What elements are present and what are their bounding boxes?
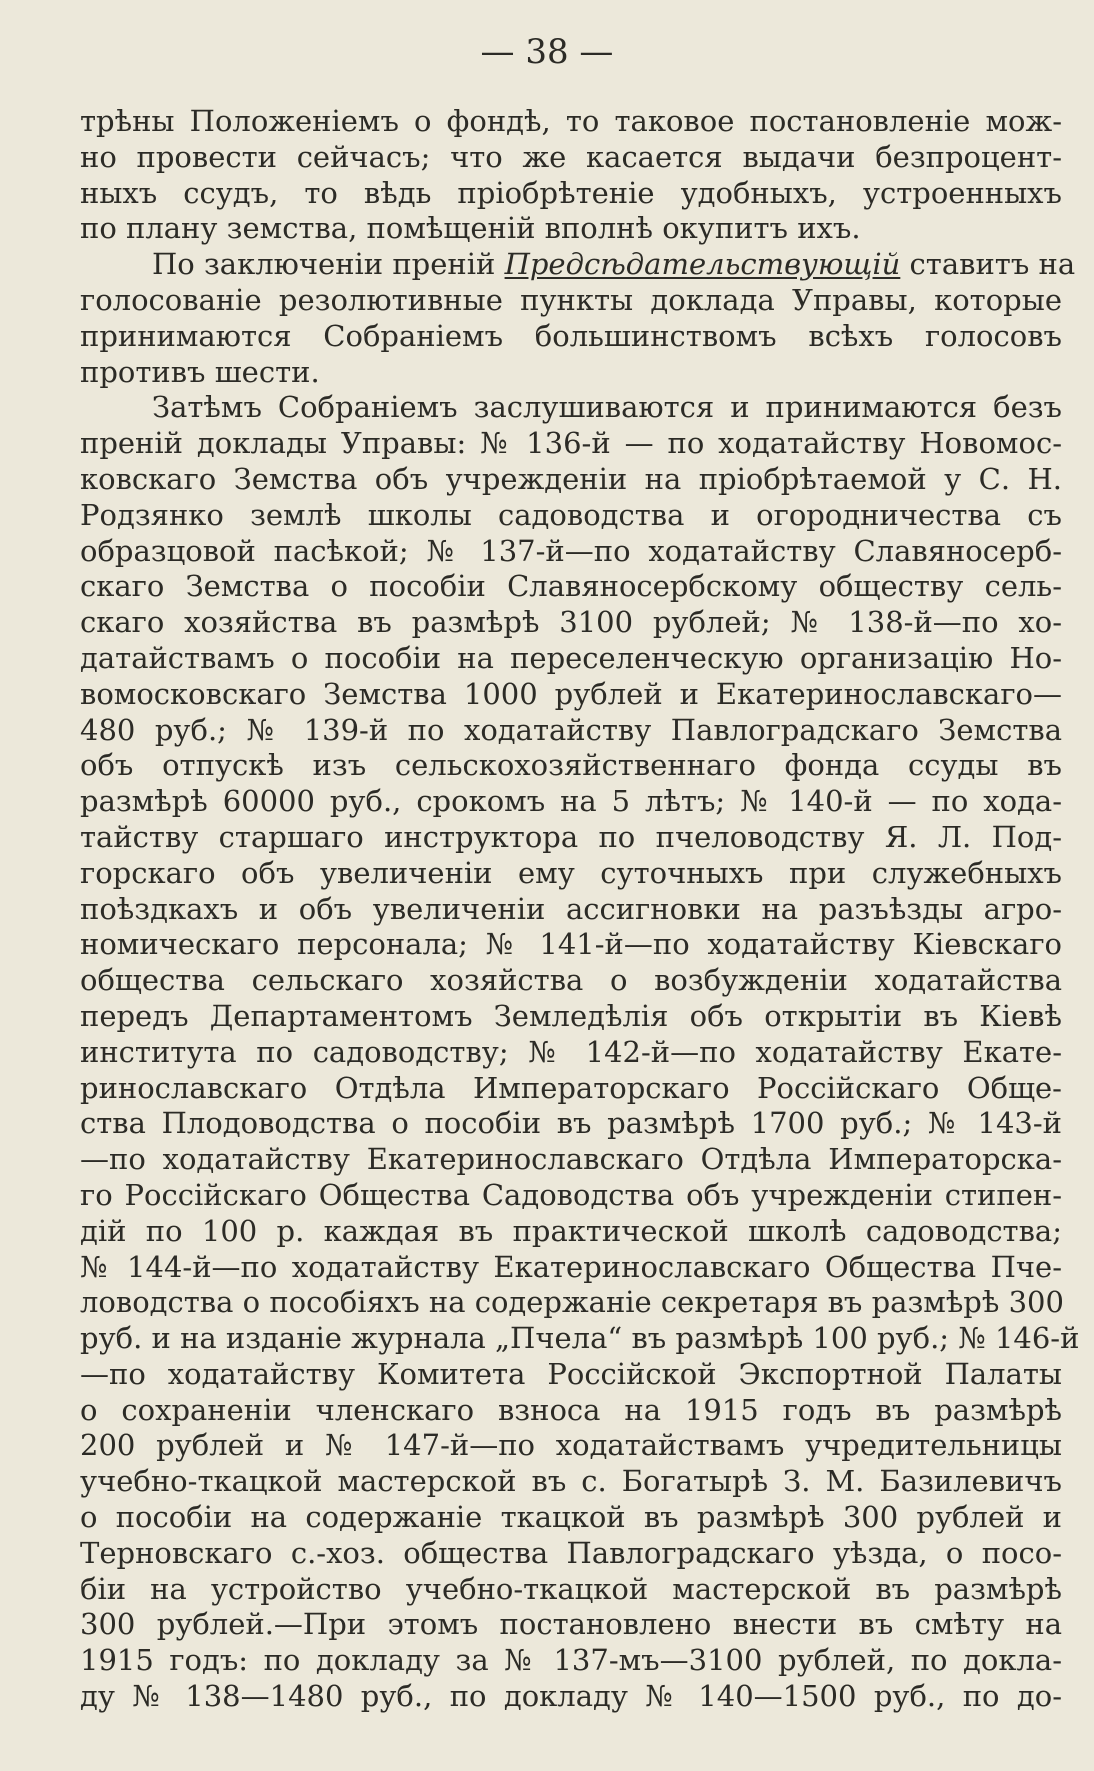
text-line: трѣны Положеніемъ о фондѣ, то таковое постановленіе мож- (80, 104, 1062, 138)
text-line: но провести сейчасъ; что же касается выдачи безпроцент- (80, 139, 1062, 174)
text-line: вомосковскаго Земства 1000 рублей и Екатеринославскаго— (80, 676, 1062, 711)
text-line: —по ходатайству Комитета Россійской Экспортной Палаты (80, 1356, 1062, 1391)
text-line: ныхъ ссудъ, то вѣдь пріобрѣтеніе удобныхъ, устроенныхъ (80, 175, 1062, 210)
text-line: преній доклады Управы: № 136-й — по ходатайству Новомос- (80, 426, 1062, 461)
text-line: объ отпускѣ изъ сельскохозяйственнаго фонда ссуды въ (80, 748, 1062, 783)
text-line: ловодства о пособіяхъ на содержаніе секретаря въ размѣрѣ 300 (80, 1285, 1064, 1320)
line-prefix: По заключеніи преній (152, 247, 496, 282)
text-line: по плану земства, помѣщеній вполнѣ окупитъ ихъ. (80, 211, 861, 246)
text-line: Терновскаго с.-хоз. общества Павлоградскаго уѣзда, о посо- (80, 1535, 1062, 1570)
text-line: тайству старшаго инструктора по пчеловодству Я. Л. Под- (80, 819, 1062, 854)
text-line: 200 рублей и № 147-й—по ходатайствамъ учредительницы (80, 1428, 1062, 1463)
body-text (80, 104, 1080, 1715)
text-line: ства Плодоводства о пособіи въ размѣрѣ 1700 руб.; № 143-й (80, 1106, 1062, 1141)
text-line: института по садоводству; № 142-й—по ходатайству Екате- (80, 1034, 1062, 1069)
text-line: 300 рублей.—При этомъ постановлено внести въ смѣту на (80, 1607, 1062, 1642)
text-line: 1915 годъ: по докладу за № 137-мъ—3100 рублей, по докла- (80, 1643, 1062, 1678)
text-line: образцовой пасѣкой; № 137-й—по ходатайству Славяносерб- (80, 533, 1062, 568)
page-number: — 38 — (480, 32, 614, 72)
text-line: Затѣмъ Собраніемъ заслушиваются и принимаются безъ (152, 390, 1062, 425)
text-line: противъ шести. (80, 354, 320, 389)
text-line: скаго хозяйства въ размѣрѣ 3100 рублей; № 138-й—по хо- (80, 605, 1062, 640)
text-line: размѣрѣ 60000 руб., срокомъ на 5 лѣтъ; № 140-й — по хода- (80, 784, 1062, 819)
text-line: передъ Департаментомъ Земледѣлія объ открытіи въ Кіевѣ (80, 998, 1062, 1033)
text-line: принимаются Собраніемъ большинствомъ всѣхъ голосовъ (80, 318, 1062, 353)
text-line: № 144-й—по ходатайству Екатеринославскаго Общества Пче- (80, 1249, 1062, 1284)
text-line: учебно-ткацкой мастерской въ с. Богатырѣ З. М. Базилевичъ (80, 1464, 1062, 1499)
text-line-with-italic (80, 247, 1076, 283)
text-line: горскаго объ увеличеніи ему суточныхъ при служебныхъ (80, 855, 1062, 890)
text-line: скаго Земства о пособіи Славяносербскому обществу сель- (80, 569, 1062, 604)
text-line: о пособіи на содержаніе ткацкой въ размѣрѣ 300 рублей и (80, 1500, 1062, 1535)
text-line: ринославскаго Отдѣла Императорскаго Россійскаго Обще- (80, 1070, 1062, 1105)
text-line: датайствамъ о пособіи на переселенческую организацію Но- (80, 640, 1062, 675)
text-line: ковскаго Земства объ учрежденіи на пріобрѣтаемой у С. Н. (80, 461, 1062, 496)
text-line: 480 руб.; № 139-й по ходатайству Павлоградскаго Земства (80, 712, 1062, 747)
text-line: Родзянко землѣ школы садоводства и огородничества съ (80, 497, 1062, 532)
text-line: ду № 138—1480 руб., по докладу № 140—1500 руб., по до- (80, 1679, 1062, 1714)
text-line: голосованіе резолютивные пункты доклада Управы, которые (80, 282, 1062, 317)
text-line: о сохраненіи членскаго взноса на 1915 годъ въ размѣрѣ (80, 1392, 1062, 1427)
text-line: —по ходатайству Екатеринославскаго Отдѣла Императорска- (80, 1142, 1062, 1177)
italic-term: Предсѣдательствующій (504, 247, 901, 282)
text-line: дій по 100 р. каждая въ практической школѣ садоводства; (80, 1213, 1062, 1248)
text-line: общества сельскаго хозяйства о возбужденіи ходатайства (80, 963, 1062, 998)
text-line: біи на устройство учебно-ткацкой мастерской въ размѣрѣ (80, 1571, 1062, 1606)
text-line: го Россійскаго Общества Садоводства объ учрежденіи стипен- (80, 1177, 1062, 1212)
text-line: руб. и на изданіе журнала „Пчела“ въ размѣрѣ 100 руб.; № 146-й (80, 1321, 1080, 1356)
line-suffix: ставитъ на (909, 247, 1076, 282)
text-line: номическаго персонала; № 141-й—по ходатайству Кіевскаго (80, 927, 1062, 962)
text-line: поѣздкахъ и объ увеличеніи ассигновки на разъѣзды агро- (80, 891, 1062, 926)
